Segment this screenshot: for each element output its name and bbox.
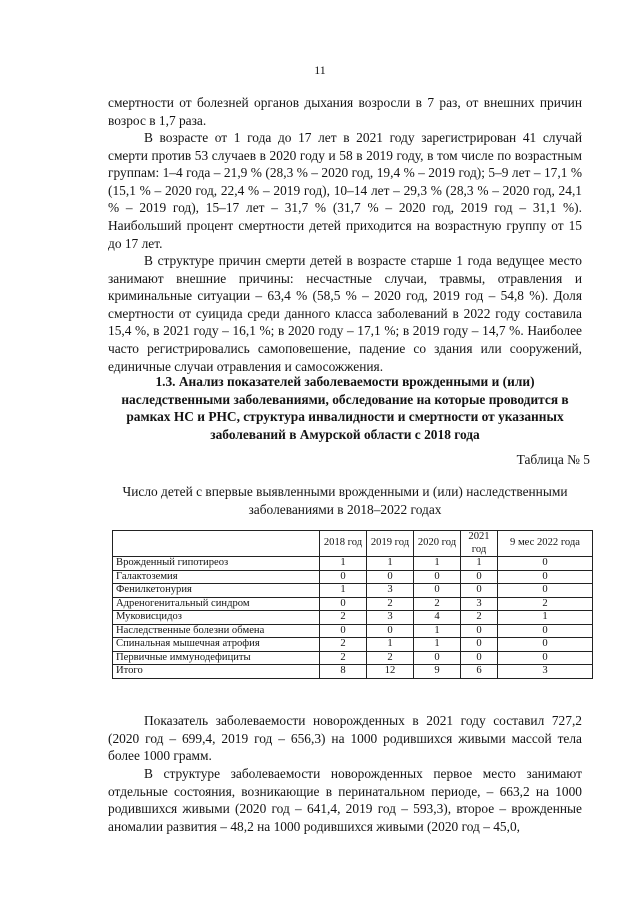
table-cell: 0: [320, 570, 367, 584]
table-row: [113, 624, 593, 638]
table-header-2020: 2020 год: [414, 531, 461, 557]
table-cell: 3: [461, 597, 498, 611]
table-cell: 0: [461, 584, 498, 598]
table-row: [113, 611, 593, 625]
table-cell: 1: [461, 557, 498, 571]
paragraph-respiratory-mortality: смертности от болезней органов дыхания возросли в 7 раз, от внешних причин возрос в 1,7 раза.: [108, 95, 582, 128]
table-cell: 0: [498, 584, 593, 598]
section-heading: 1.3. Анализ показателей заболеваемости врожденными и (или) наследственными заболеваниями, обследование на которые проводится в рамках НС и РНС, структура инвалидности и смертности от указанных заболеваний в Амурской области с 2018 года: [121, 374, 569, 442]
table-cell: 2: [414, 597, 461, 611]
table-cell: 0: [461, 638, 498, 652]
table-cell: 1: [414, 624, 461, 638]
table-cell: 1: [414, 638, 461, 652]
table-cell: 8: [320, 665, 367, 679]
paragraph-morbidity-structure: В структуре заболеваемости новорожденных первое место занимают отдельные состояния, возникающие в перинатальном периоде, – 663,2 на 1000 родившихся живыми (2020 год – 641,4, 2019 год – 593,3), второе – врожденные аномалии развития – 48,2 на 1000 родившихся живыми (2020 год – 45,0,: [108, 766, 582, 834]
table-total-row: [113, 665, 593, 679]
table-cell: 4: [414, 611, 461, 625]
table-cell-name: Итого: [113, 665, 320, 679]
table-row: [113, 651, 593, 665]
paragraph-child-mortality-age-groups: В возрасте от 1 года до 17 лет в 2021 году зарегистрирован 41 случай смерти против 53 случаев в 2020 году и 58 в 2019 году, в том числе по возрастным группам: 1–4 года – 21,9 % (28,3 % – 2020 год, 19,4 % – 2019 год); 5–9 лет – 17,1 % (15,1 % – 2020 год, 22,4 % – 2019 год), 10–14 лет – 29,3 % (28,3 % – 2020 год, 24,1 % – 2019 год), 15–17 лет – 31,7 % (31,7 % – 2020 год, 2019 год – 31,1 %). Наибольший процент смертности детей приходится на возрастную группу от 15 до 17 лет.: [108, 130, 582, 251]
table-cell: 2: [461, 611, 498, 625]
table-cell: 0: [367, 570, 414, 584]
table-cell: 0: [498, 624, 593, 638]
table-cell: 2: [498, 597, 593, 611]
table-cell: 3: [367, 584, 414, 598]
table-caption: Число детей с впервые выявленными врожденными и (или) наследственными заболеваниями в 2018–2022 годах: [122, 484, 568, 517]
table-row: [113, 584, 593, 598]
diseases-table: [112, 530, 593, 679]
table-cell: 3: [498, 665, 593, 679]
table-cell: 1: [320, 557, 367, 571]
table-cell: 12: [367, 665, 414, 679]
table-cell-name: Спинальная мышечная атрофия: [113, 638, 320, 652]
table-row: [113, 638, 593, 652]
table-cell: 0: [414, 584, 461, 598]
table-cell-name: Первичные иммунодефициты: [113, 651, 320, 665]
table-cell: 1: [320, 584, 367, 598]
table-cell: 0: [498, 557, 593, 571]
table-cell: 2: [367, 651, 414, 665]
table-cell-name: Адреногенитальный синдром: [113, 597, 320, 611]
table-cell: 1: [367, 557, 414, 571]
table-cell: 0: [320, 597, 367, 611]
table-cell-name: Муковисцидоз: [113, 611, 320, 625]
table-header-row: [113, 531, 593, 557]
table-header-2021: 2021 год: [461, 531, 498, 557]
table-cell-name: Наследственные болезни обмена: [113, 624, 320, 638]
table-header-9m-2022: 9 мес 2022 года: [498, 531, 593, 557]
table-cell-name: Врожденный гипотиреоз: [113, 557, 320, 571]
table-row: [113, 557, 593, 571]
table-cell: 0: [461, 624, 498, 638]
table-header-2019: 2019 год: [367, 531, 414, 557]
table-cell-name: Фенилкетонурия: [113, 584, 320, 598]
table-cell: 0: [367, 624, 414, 638]
table-header-2018: 2018 год: [320, 531, 367, 557]
table-cell: 0: [461, 570, 498, 584]
table-row: [113, 597, 593, 611]
table-header-name: [113, 531, 320, 557]
table-cell: 3: [367, 611, 414, 625]
table-cell: 2: [320, 611, 367, 625]
table-cell: 0: [498, 651, 593, 665]
paragraph-external-causes: В структуре причин смерти детей в возрасте старше 1 года ведущее место занимают внешние причины: несчастные случаи, травмы, отравления и криминальные ситуации – 63,4 % (58,5 % – 2020 год, 2019 год – 54,8 %). Доля смертности от суицида среди данного класса заболеваний в 2022 году составила 15,4 %, в 2021 году – 16,1 %; в 2020 году – 17,1 %; в 2019 году – 14,7 %. Наиболее часто регистрировались самоповешение, падение со здания или сооружений, единичные случаи отравления и самосожжения.: [108, 253, 582, 374]
table-cell: 1: [367, 638, 414, 652]
table-cell: 0: [320, 624, 367, 638]
table-cell: 1: [498, 611, 593, 625]
table-cell: 6: [461, 665, 498, 679]
table-cell: 2: [320, 638, 367, 652]
table-cell: 2: [320, 651, 367, 665]
table-cell: 0: [498, 638, 593, 652]
table-number: Таблица № 5: [516, 452, 590, 467]
table-cell: 0: [498, 570, 593, 584]
page-number: 11: [314, 63, 326, 77]
table-row: [113, 570, 593, 584]
table-cell: 0: [414, 570, 461, 584]
paragraph-newborn-morbidity: Показатель заболеваемости новорожденных в 2021 году составил 727,2 (2020 год – 699,4, 2019 год – 656,3) на 1000 родившихся живыми массой тела более 1000 грамм.: [108, 713, 582, 764]
table-cell: 0: [461, 651, 498, 665]
table-cell: 2: [367, 597, 414, 611]
table-cell: 0: [414, 651, 461, 665]
table-cell: 1: [414, 557, 461, 571]
table-cell: 9: [414, 665, 461, 679]
table-cell-name: Галактоземия: [113, 570, 320, 584]
